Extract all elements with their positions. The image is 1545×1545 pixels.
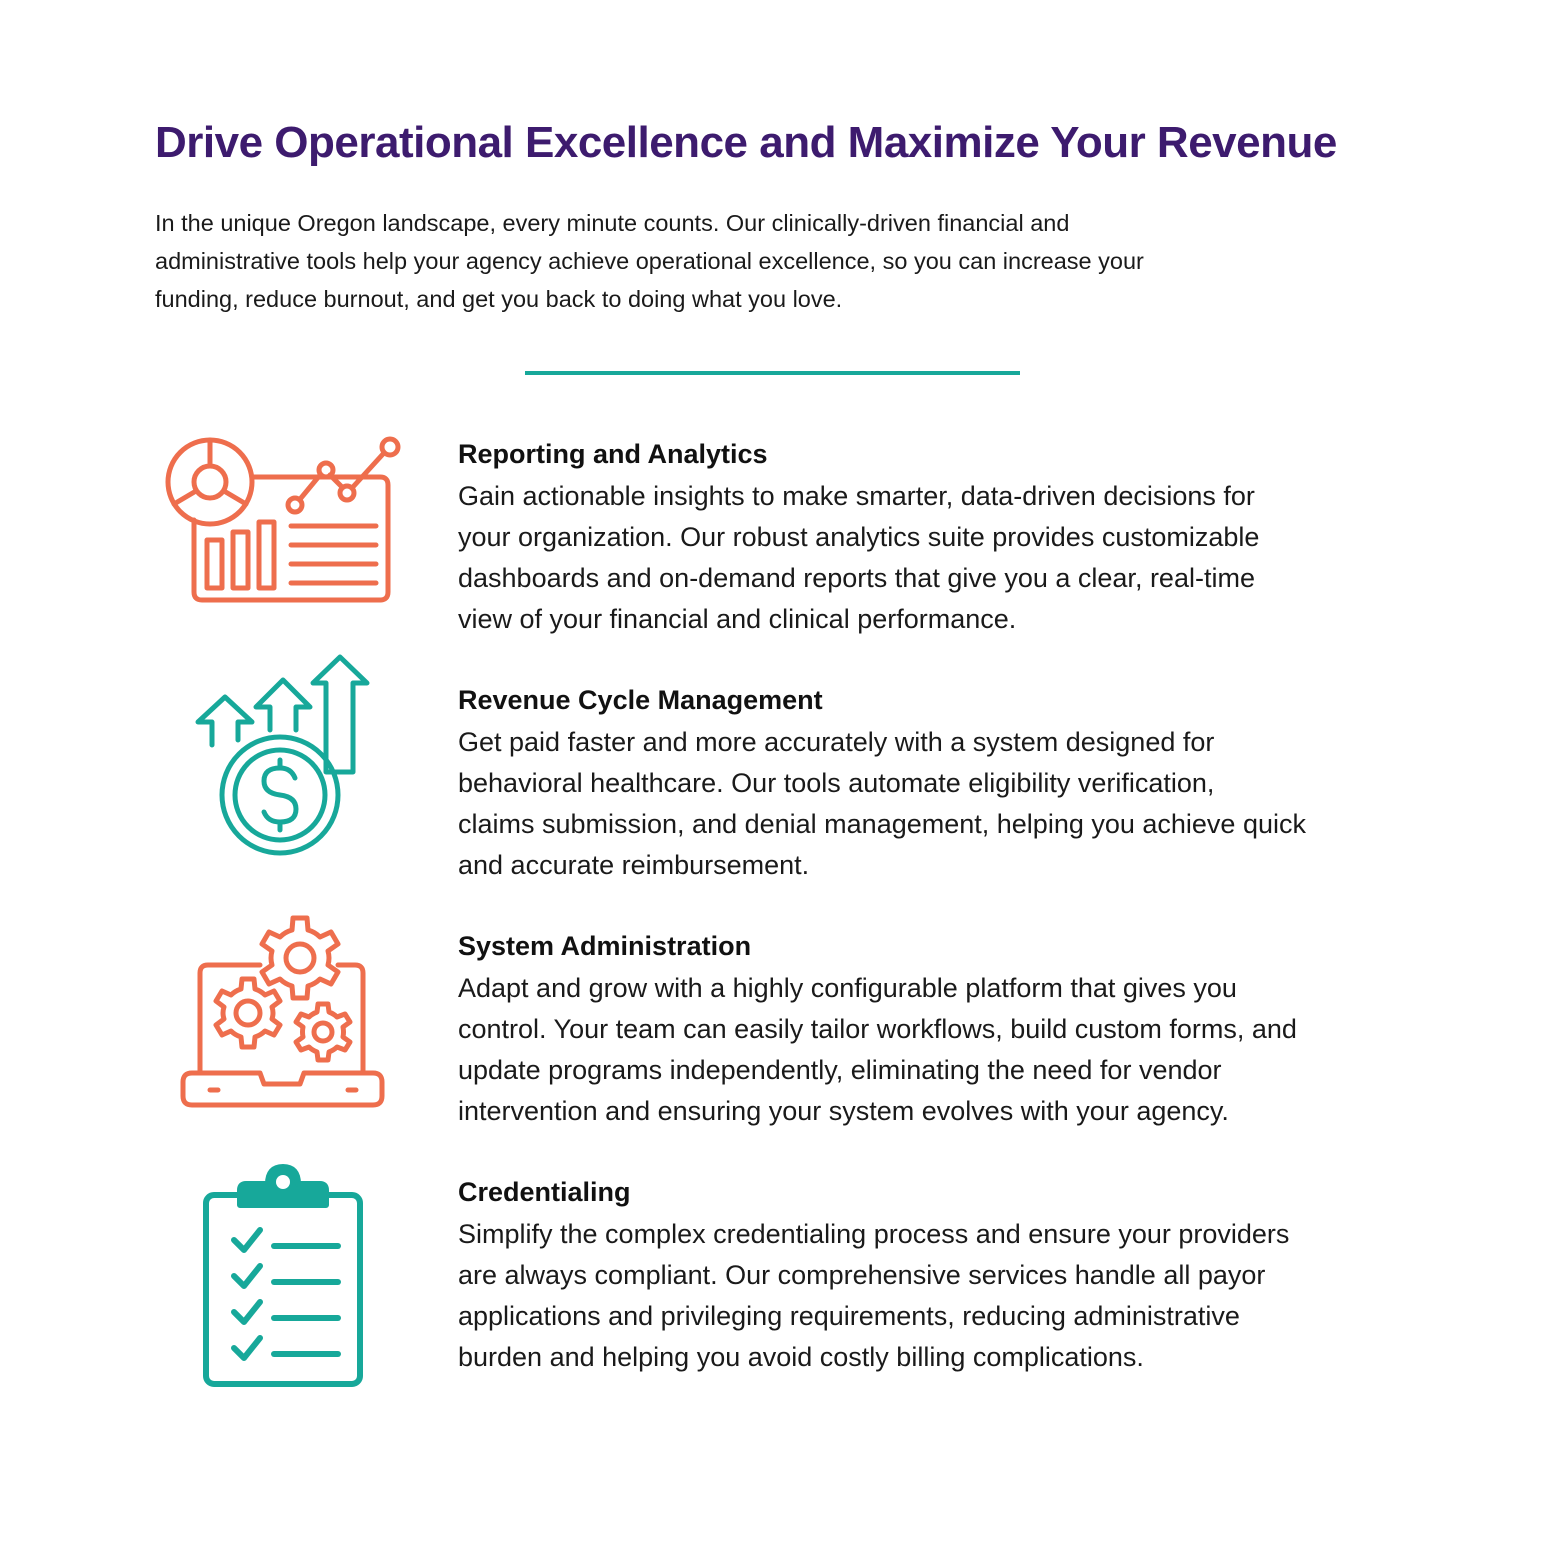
gear-icon [296, 1004, 350, 1060]
feature-description-line: Gain actionable insights to make smarter, data-driven decisions for [458, 481, 1255, 511]
feature-description-line: intervention and ensuring your system evolves with your agency. [458, 1096, 1229, 1126]
feature-description-line: your organization. Our robust analytics suite provides customizable [458, 522, 1260, 552]
section-divider [525, 371, 1020, 375]
feature-reporting-analytics [458, 436, 1458, 640]
feature-revenue-cycle [458, 682, 1458, 886]
feature-description-line: claims submission, and denial management, helping you achieve quick [458, 809, 1306, 839]
intro-line: administrative tools help your agency achieve operational excellence, so you can increase your [155, 248, 1144, 274]
feature-description-line: dashboards and on-demand reports that give you a clear, real-time [458, 563, 1255, 593]
gear-icon [216, 979, 280, 1047]
feature-title: Credentialing [458, 1177, 631, 1207]
feature-system-administration [458, 928, 1458, 1132]
feature-description-line: are always compliant. Our comprehensive services handle all payor [458, 1260, 1266, 1290]
feature-description-line: and accurate reimbursement. [458, 850, 810, 880]
gear-icon [262, 918, 338, 998]
intro-paragraph [155, 204, 1355, 318]
feature-title: Reporting and Analytics [458, 439, 768, 469]
laptop-gears-icon [180, 908, 390, 1113]
feature-description-line: Simplify the complex credentialing process and ensure your providers [458, 1219, 1290, 1249]
feature-description-line: burden and helping you avoid costly billing complications. [458, 1342, 1144, 1372]
revenue-growth-icon [190, 650, 375, 860]
intro-line: In the unique Oregon landscape, every minute counts. Our clinically-driven financial and [155, 210, 1070, 236]
feature-description-line: behavioral healthcare. Our tools automate eligibility verification, [458, 768, 1215, 798]
page-title: Drive Operational Excellence and Maximize Your Revenue [155, 118, 1337, 167]
feature-description-line: control. Your team can easily tailor workflows, build custom forms, and [458, 1014, 1297, 1044]
feature-credentialing [458, 1174, 1458, 1378]
clipboard-checklist-icon [198, 1162, 368, 1392]
feature-description-line: Get paid faster and more accurately with a system designed for [458, 727, 1215, 757]
feature-description-line: update programs independently, eliminating the need for vendor [458, 1055, 1222, 1085]
intro-line: funding, reduce burnout, and get you back to doing what you love. [155, 286, 843, 312]
feature-title: System Administration [458, 931, 752, 961]
feature-description-line: view of your financial and clinical performance. [458, 604, 1017, 634]
feature-title: Revenue Cycle Management [458, 685, 823, 715]
analytics-dashboard-icon [160, 430, 410, 610]
feature-description-line: applications and privileging requirements, reducing administrative [458, 1301, 1240, 1331]
feature-description [458, 476, 1458, 640]
feature-description [458, 968, 1458, 1132]
feature-description [458, 722, 1458, 886]
feature-description [458, 1214, 1458, 1378]
feature-description-line: Adapt and grow with a highly configurable platform that gives you [458, 973, 1237, 1003]
